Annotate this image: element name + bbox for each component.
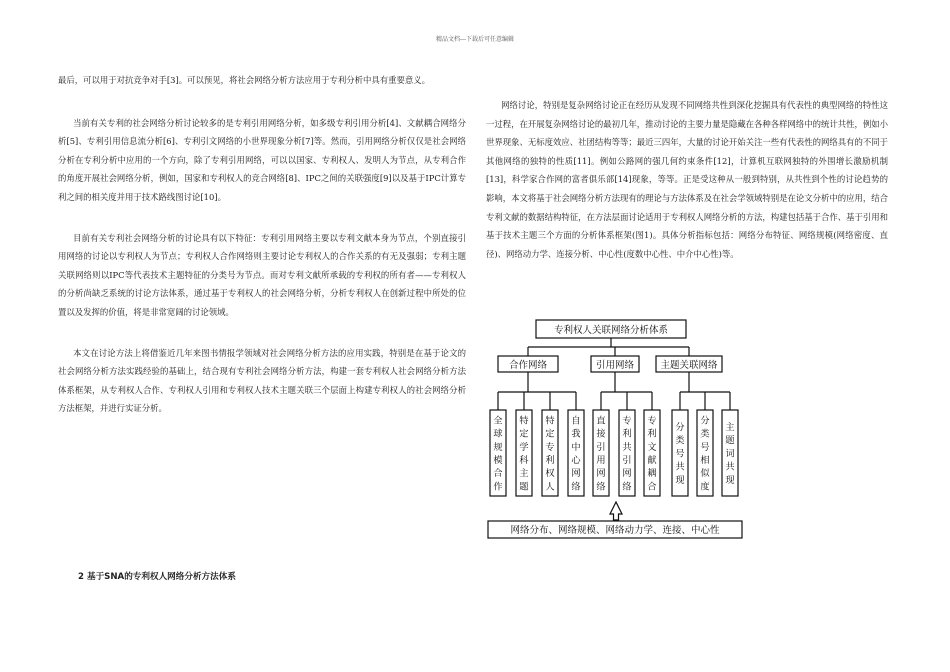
child-label-char: 引 (622, 455, 632, 466)
child-label-char: 球 (493, 428, 503, 440)
child-label-char: 主 (519, 468, 529, 480)
child-label-char: 利 (647, 428, 657, 440)
up-arrow-icon (610, 502, 622, 520)
child-label-char: 网 (571, 468, 581, 480)
child-label-char: 类 (700, 428, 710, 440)
child-label-char: 号 (675, 448, 685, 460)
child-label-char: 中 (571, 441, 581, 453)
child-label-char: 分 (700, 415, 710, 427)
child-label-char: 定 (545, 428, 555, 440)
child-label-char: 共 (675, 461, 685, 473)
child-label-char: 引 (596, 441, 606, 453)
child-label-char: 定 (519, 428, 529, 440)
child-label-char: 类 (675, 435, 685, 447)
child-label-char: 共 (622, 441, 632, 453)
child-label-char: 网 (596, 468, 606, 480)
child-label-char: 络 (596, 481, 606, 493)
child-label-char: 合 (493, 468, 503, 480)
framework-diagram (486, 316, 746, 544)
child-label-char: 专 (647, 415, 657, 427)
left-paragraph-4: 本文在讨论方法上将借鉴近几年来图书情报学领域对社会网络分析方法的应用实践，特别是在基于论文的社会网络分析方法实践经验的基础上，结合现有专利社会网络分析方法，构建一套专利权人社会网络分析方法体系框架，从专利权人合作、专利权人引用和专利权人技术主题关联三个层面上构建专利权人的社会网络分析方法框架，并进行实证分析。 (58, 347, 466, 414)
child-label-char: 共 (725, 461, 735, 473)
group-label: 合作网络 (508, 360, 548, 371)
child-label-char: 网 (622, 468, 632, 480)
child-label-char: 用 (596, 455, 606, 466)
group-label: 引用网络 (595, 360, 635, 371)
child-label-char: 耦 (647, 468, 657, 480)
child-label-char: 现 (675, 474, 685, 486)
child-label-char: 利 (545, 455, 555, 466)
child-label-char: 规 (493, 441, 503, 453)
child-label-char: 模 (493, 455, 503, 466)
child-label-char: 络 (622, 481, 632, 493)
framework-diagram-svg (486, 316, 746, 544)
child-label-char: 分 (675, 422, 685, 433)
child-label-char: 接 (596, 428, 606, 440)
left-paragraph-1: 最后，可以用于对抗竞争对手[3]。可以预见，将社会网络分析方法应用于专利分析中具有重要意义。 (58, 75, 430, 85)
left-paragraph-3: 目前有关专利社会网络分析的讨论具有以下特征：专利引用网络主要以专利文献本身为节点，个别直接引用网络的讨论以专利权人为节点；专利权人合作网络则主要讨论专利权人的合作关系的有无及强弱；专利主题关联网络则以IPC等代表技术主题特征的分类号为节点。而对专利文献所承载的专利权的所有者——专利权人的分析尚缺乏系统的讨论方法体系，通过基于专利权人的社会网络分析，分析专利权人在创新过程中所处的位置以及发挥的价值，将是非常宽阔的讨论领域。 (58, 232, 466, 317)
child-label-char: 现 (725, 474, 735, 486)
child-label-char: 词 (725, 448, 735, 460)
child-label-char: 心 (571, 455, 581, 466)
diagram-title: 专利权人关联网络分析体系 (553, 325, 669, 336)
left-paragraph-2: 当前有关专利的社会网络分析讨论较多的是专利引用网络分析，如多级专利引用分析[4]、文献耦合网络分析[5]、专利引用信息流分析[6]、专利引文网络的小世界现象分析[7]等。然而，引用网络分析仅仅是社会网络分析在专利分析中应用的一个方向，除了专利引用网络，可以以国家、专利权人、发明人为节点，从专利合作的角度开展社会网络分析，例如，国家和专利权人的竞合网络[8]、IPC之间的关联强度[9]以及基于IPC计算专利之间的相关度并用于技术路线图讨论[10]。 (58, 117, 466, 202)
child-label-char: 利 (622, 428, 632, 440)
child-label-char: 我 (571, 428, 581, 440)
right-column (486, 96, 888, 263)
child-label-char: 题 (725, 435, 735, 447)
child-label-char: 络 (571, 481, 581, 493)
child-label-char: 特 (519, 415, 529, 427)
child-label-char: 权 (545, 468, 555, 480)
child-label-char: 题 (519, 481, 529, 493)
child-label-char: 专 (545, 441, 555, 453)
child-label-char: 自 (571, 415, 581, 427)
child-label-char: 似 (700, 468, 710, 480)
section-heading: 2 基于SNA的专利权人网络分析方法体系 (78, 572, 236, 582)
page-header: 精品文档---下载后可任意编辑 (435, 36, 515, 43)
left-column (58, 71, 466, 418)
child-label-char: 学 (519, 441, 529, 453)
child-label-char: 专 (622, 415, 632, 427)
child-label-char: 作 (493, 481, 503, 493)
metrics-label: 网络分布、网络规模、网络动力学、连接、中心性 (510, 525, 720, 536)
group-label: 主题关联网络 (660, 360, 718, 371)
child-label-char: 人 (545, 481, 555, 493)
child-label-char: 特 (545, 415, 555, 427)
child-label-char: 相 (700, 455, 710, 466)
child-label-char: 号 (700, 441, 710, 453)
child-label-char: 直 (596, 415, 606, 427)
child-label-char: 合 (647, 481, 657, 493)
child-label-char: 献 (647, 455, 657, 466)
child-label-char: 文 (647, 441, 657, 453)
child-label-char: 科 (519, 455, 529, 466)
right-paragraph-1: 网络讨论，特别是复杂网络讨论正在经历从发现不同网络共性到深化挖掘具有代表性的典型网络的特性这一过程，在开展复杂网络讨论的最初几年，推动讨论的主要力量是隐藏在各种各样网络中的统计共性，例如小世界现象、无标度效应、社团结构等等；最近三四年，大量的讨论开始关注一些有代表性的网络具有的不同于其他网络的独特的性质[11]。例如公路网的强几何约束条件[12]，计算机互联网独特的外围增长激励机制[13]，科学家合作网的富者俱乐部[14]现象，等等。正是受这种从一般到特别，从共性到个性的讨论趋势的影响，本文将基于社会网络分析方法现有的理论与方法体系及在社会学领域特别是在论文分析中的应用，结合专利文献的数据结构特征，在方法层面讨论适用于专利权人网络分析的方法，构建包括基于合作、基于引用和基于技术主题三个方面的分析体系框架(图1)。具体分析指标包括：网络分布特征、网络规模(网络密度、直径)、网络动力学、连接分析、中心性(度数中心性、中介中心性)等。 (486, 100, 888, 259)
child-label-char: 主 (725, 422, 735, 433)
child-label-char: 全 (493, 415, 503, 427)
child-label-char: 度 (700, 481, 710, 493)
